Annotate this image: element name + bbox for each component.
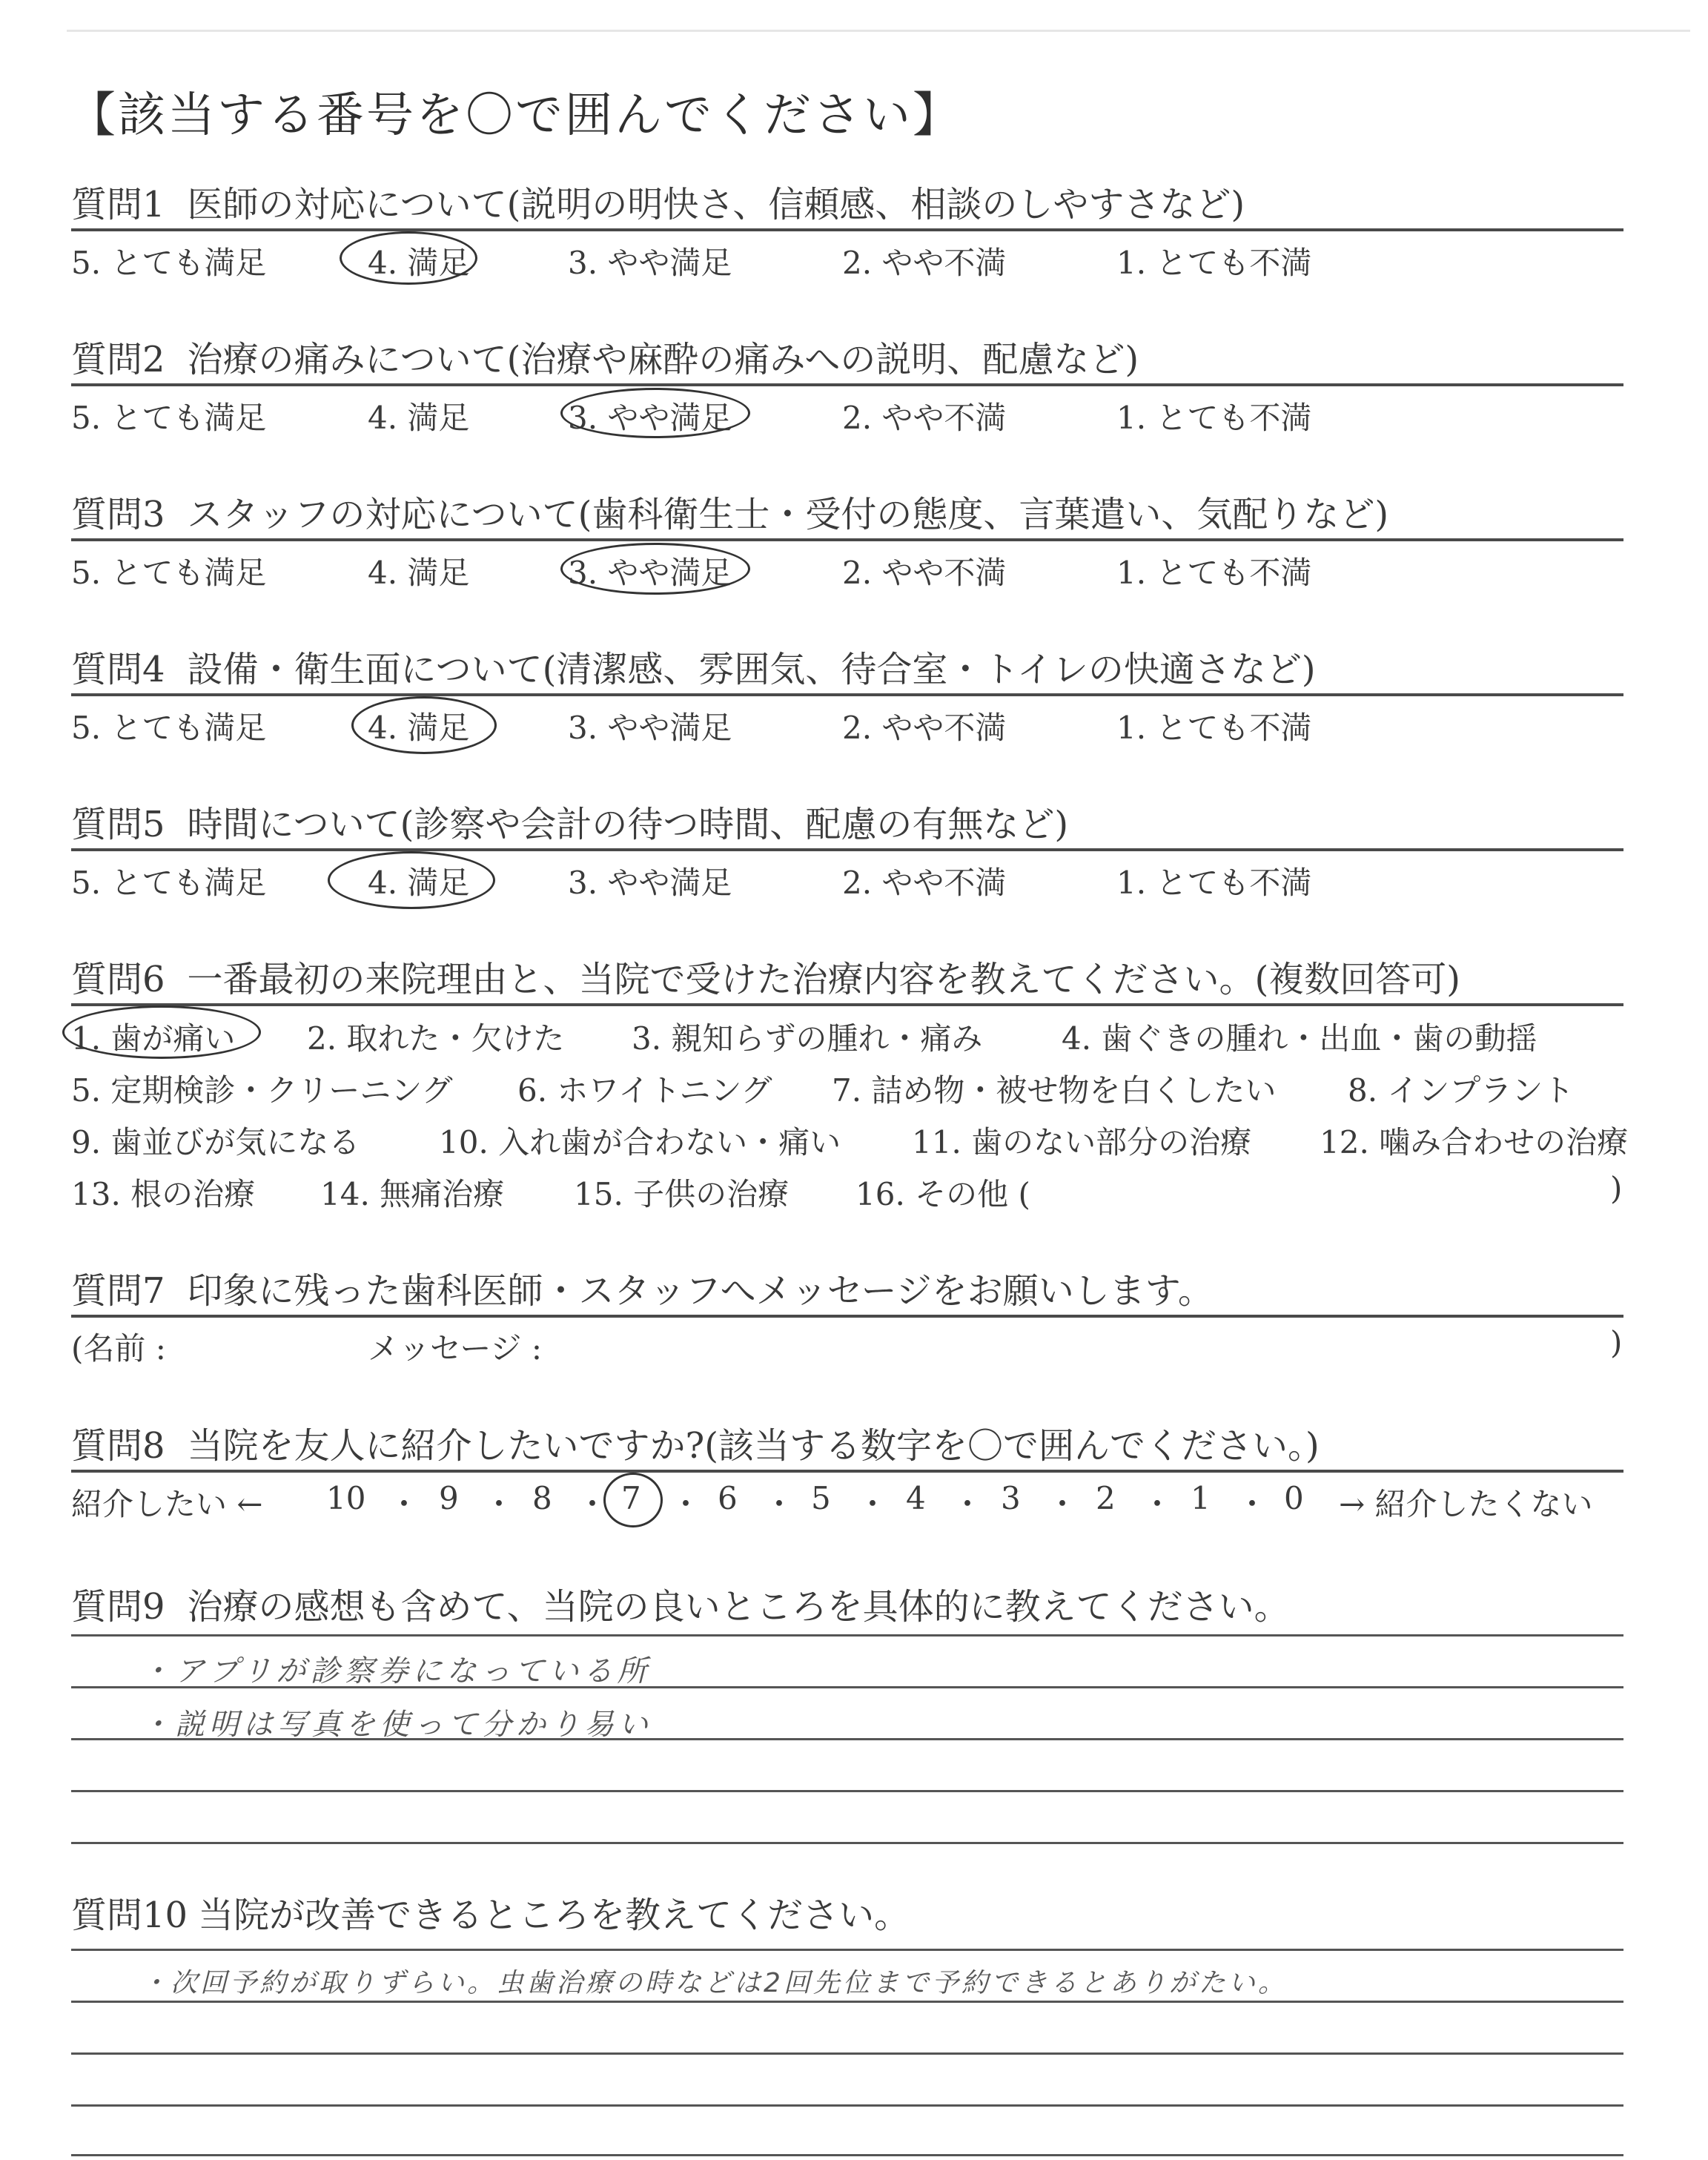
- q5-option-5[interactable]: 5. とても満足: [71, 865, 267, 901]
- q8-number-3[interactable]: 3: [1001, 1480, 1021, 1516]
- q1-option-5[interactable]: 5. とても満足: [71, 245, 267, 281]
- q8-dot: ・: [388, 1486, 420, 1522]
- q4-option-2[interactable]: 2. やや不満: [842, 710, 1007, 746]
- q2-option-2[interactable]: 2. やや不満: [842, 400, 1007, 436]
- q4-option-5[interactable]: 5. とても満足: [71, 710, 267, 746]
- q6-option-8[interactable]: 8. インプラント: [1348, 1072, 1575, 1109]
- q8-right-label: → 紹介したくない: [1339, 1486, 1593, 1522]
- q3-option-2[interactable]: 2. やや不満: [842, 555, 1007, 591]
- answer-line: [71, 1790, 1623, 1792]
- q5-option-1[interactable]: 1. とても不満: [1116, 865, 1312, 901]
- question-5-options: [71, 851, 1623, 903]
- q5-option-3[interactable]: 3. やや満足: [568, 865, 732, 901]
- page-title: 【該当する番号を〇で囲んでください】: [68, 88, 962, 143]
- q8-dot: ・: [952, 1486, 984, 1522]
- q9-answer-1: ・アプリが診察券になっている所: [141, 1654, 652, 1688]
- answer-line: [71, 1686, 1623, 1688]
- q6-option-6[interactable]: 6. ホワイトニング: [517, 1072, 772, 1109]
- q8-left-label: 紹介したい ←: [71, 1486, 263, 1522]
- question-3-header: 質問3 スタッフの対応について(歯科衛生士・受付の態度、言葉遣い、気配りなど): [71, 491, 1623, 541]
- question-3: [71, 491, 1623, 593]
- q5-option-4[interactable]: 4. 満足: [368, 865, 470, 901]
- answer-line: [71, 2052, 1623, 2055]
- q8-dot: ・: [670, 1486, 702, 1522]
- q7-message-label: メッセージ :: [368, 1330, 542, 1367]
- answer-line: [71, 2104, 1623, 2107]
- question-9-header: 質問9 治療の感想も含めて、当院の良いところを具体的に教えてください。: [71, 1586, 1290, 1628]
- question-1: [71, 181, 1623, 283]
- q6-close-paren: ): [1610, 1170, 1623, 1206]
- question-7-header: 質問7 印象に残った歯科医師・スタッフへメッセージをお願いします。: [71, 1267, 1623, 1318]
- question-7: [71, 1267, 1623, 1318]
- q6-option-7[interactable]: 7. 詰め物・被せ物を白くしたい: [832, 1072, 1277, 1109]
- q8-number-5[interactable]: 5: [811, 1480, 831, 1516]
- question-6-header: 質問6 一番最初の来院理由と、当院で受けた治療内容を教えてください。(複数回答可): [71, 956, 1623, 1006]
- question-6: [71, 956, 1623, 1006]
- q3-option-4[interactable]: 4. 満足: [368, 555, 470, 591]
- q6-option-16[interactable]: 16. その他 (: [855, 1176, 1030, 1212]
- question-2-options: [71, 386, 1623, 438]
- q8-dot: ・: [764, 1486, 795, 1522]
- q1-option-4[interactable]: 4. 満足: [368, 245, 470, 281]
- q6-option-5[interactable]: 5. 定期検診・クリーニング: [71, 1072, 453, 1109]
- q8-number-9[interactable]: 9: [439, 1480, 459, 1516]
- q6-option-11[interactable]: 11. 歯のない部分の治療: [912, 1124, 1252, 1160]
- q8-dot: ・: [1142, 1486, 1174, 1522]
- q8-number-1[interactable]: 1: [1191, 1480, 1211, 1516]
- q6-option-1[interactable]: 1. 歯が痛い: [71, 1020, 236, 1057]
- q8-number-2[interactable]: 2: [1096, 1480, 1116, 1516]
- question-10-header: 質問10 当院が改善できるところを教えてください。: [71, 1895, 910, 1936]
- q10-answer-1: ・次回予約が取りずらい。虫歯治療の時などは2回先位まで予約できるとありがたい。: [141, 1968, 1288, 1998]
- q8-number-10[interactable]: 10: [326, 1480, 366, 1516]
- question-4: [71, 646, 1623, 748]
- answer-line: [71, 1949, 1623, 1951]
- q4-option-4[interactable]: 4. 満足: [368, 710, 470, 746]
- q3-option-5[interactable]: 5. とても満足: [71, 555, 267, 591]
- answer-line: [71, 1842, 1623, 1844]
- q8-number-7[interactable]: 7: [621, 1480, 641, 1516]
- question-3-options: [71, 541, 1623, 593]
- question-8: [71, 1422, 1623, 1473]
- q6-option-10[interactable]: 10. 入れ歯が合わない・痛い: [439, 1124, 841, 1160]
- q8-number-4[interactable]: 4: [906, 1480, 926, 1516]
- answer-line: [71, 1634, 1623, 1636]
- q3-option-3[interactable]: 3. やや満足: [568, 555, 732, 591]
- question-1-options: [71, 231, 1623, 283]
- q1-option-2[interactable]: 2. やや不満: [842, 245, 1007, 281]
- question-2: [71, 336, 1623, 438]
- q4-option-3[interactable]: 3. やや満足: [568, 710, 732, 746]
- q2-option-5[interactable]: 5. とても満足: [71, 400, 267, 436]
- q9-answer-2: ・説明は写真を使って分かり易い: [141, 1708, 652, 1742]
- q8-dot: ・: [483, 1486, 515, 1522]
- answer-line: [71, 1738, 1623, 1740]
- q8-dot: ・: [857, 1486, 889, 1522]
- q6-option-14[interactable]: 14. 無痛治療: [320, 1176, 505, 1212]
- q3-option-1[interactable]: 1. とても不満: [1116, 555, 1312, 591]
- q6-option-13[interactable]: 13. 根の治療: [71, 1176, 256, 1212]
- q6-option-15[interactable]: 15. 子供の治療: [574, 1176, 790, 1212]
- q6-option-12[interactable]: 12. 噛み合わせの治療: [1320, 1124, 1629, 1160]
- q6-option-4[interactable]: 4. 歯ぐきの腫れ・出血・歯の動揺: [1062, 1020, 1537, 1057]
- q2-option-3[interactable]: 3. やや満足: [568, 400, 732, 436]
- answer-line: [71, 2001, 1623, 2003]
- q6-option-3[interactable]: 3. 親知らずの腫れ・痛み: [632, 1020, 983, 1057]
- q6-option-2[interactable]: 2. 取れた・欠けた: [307, 1020, 565, 1057]
- question-5: [71, 801, 1623, 903]
- q4-option-1[interactable]: 1. とても不満: [1116, 710, 1312, 746]
- question-1-header: 質問1 医師の対応について(説明の明快さ、信頼感、相談のしやすさなど): [71, 181, 1623, 231]
- q1-option-3[interactable]: 3. やや満足: [568, 245, 732, 281]
- top-border: [67, 30, 1690, 32]
- q6-option-9[interactable]: 9. 歯並びが気になる: [71, 1124, 360, 1160]
- q5-option-2[interactable]: 2. やや不満: [842, 865, 1007, 901]
- question-5-header: 質問5 時間について(診察や会計の待つ時間、配慮の有無など): [71, 801, 1623, 851]
- q8-dot: ・: [1047, 1486, 1079, 1522]
- question-8-header: 質問8 当院を友人に紹介したいですか?(該当する数字を〇で囲んでください。): [71, 1422, 1623, 1473]
- question-4-header: 質問4 設備・衛生面について(清潔感、雰囲気、待合室・トイレの快適さなど): [71, 646, 1623, 696]
- q8-dot: ・: [577, 1486, 609, 1522]
- q7-name-label: (名前 :: [71, 1330, 166, 1367]
- answer-line: [71, 2154, 1623, 2156]
- q8-number-0[interactable]: 0: [1284, 1480, 1304, 1516]
- q8-number-8[interactable]: 8: [532, 1480, 552, 1516]
- q2-option-1[interactable]: 1. とても不満: [1116, 400, 1312, 436]
- q7-close-paren: ): [1610, 1324, 1623, 1361]
- q8-number-6[interactable]: 6: [718, 1480, 738, 1516]
- q2-option-4[interactable]: 4. 満足: [368, 400, 470, 436]
- question-2-header: 質問2 治療の痛みについて(治療や麻酔の痛みへの説明、配慮など): [71, 336, 1623, 386]
- question-4-options: [71, 696, 1623, 748]
- q8-dot: ・: [1237, 1486, 1268, 1522]
- q1-option-1[interactable]: 1. とても不満: [1116, 245, 1312, 281]
